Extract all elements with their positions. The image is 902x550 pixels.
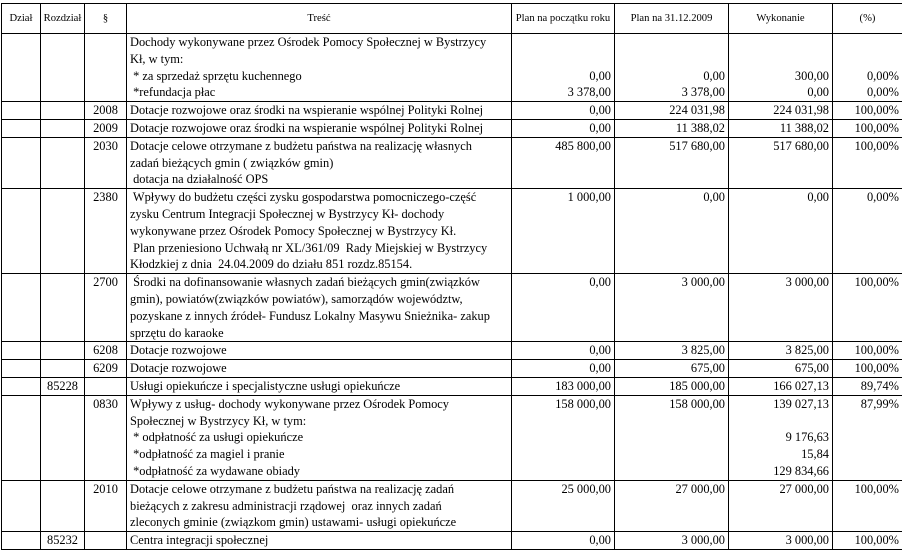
cell-wykonanie-line: 675,00 xyxy=(732,360,829,377)
cell-wykonanie-line: 3 000,00 xyxy=(732,532,829,549)
cell-tresc xyxy=(127,102,512,120)
cell-procent xyxy=(833,137,902,188)
cell-tresc-line: Plan przeniesiono Uchwałą nr XL/361/09 Rady Miejskiej w Bystrzycy xyxy=(130,240,508,257)
cell-tresc-line: Centra integracji społecznej xyxy=(130,532,508,549)
cell-tresc-line: sprzętu do karaoke xyxy=(130,325,508,342)
cell-procent-line: 100,00% xyxy=(836,342,899,359)
cell-tresc-line: Dotacje rozwojowe oraz środki na wspieranie wspólnej Polityki Rolnej xyxy=(130,120,508,137)
cell-dzial xyxy=(2,480,41,531)
cell-tresc-line: *refundacja płac xyxy=(130,84,508,101)
header-procent: (%) xyxy=(833,4,902,34)
cell-dzial xyxy=(2,102,41,120)
cell-rozdzial xyxy=(41,360,85,378)
cell-paragraf xyxy=(85,532,127,550)
cell-procent-line xyxy=(836,34,899,51)
cell-dzial xyxy=(2,137,41,188)
cell-rozdzial xyxy=(41,342,85,360)
cell-wykonanie-line: 224 031,98 xyxy=(732,102,829,119)
cell-procent xyxy=(833,395,902,480)
cell-tresc-line: wykonywane przez Ośrodek Pomocy Społecznej w Bystrzycy Kł. xyxy=(130,223,508,240)
cell-plan-end-line: 675,00 xyxy=(618,360,725,377)
cell-plan-start-line: 485 800,00 xyxy=(515,138,611,155)
cell-plan-start xyxy=(512,342,615,360)
header-row xyxy=(2,4,902,34)
cell-plan-end-line: 3 825,00 xyxy=(618,342,725,359)
cell-procent-line: 100,00% xyxy=(836,102,899,119)
cell-dzial xyxy=(2,532,41,550)
cell-procent xyxy=(833,360,902,378)
cell-wykonanie-line: 300,00 xyxy=(732,68,829,85)
cell-wykonanie-line: 129 834,66 xyxy=(732,463,829,480)
cell-plan-end-line: 3 000,00 xyxy=(618,274,725,291)
cell-tresc xyxy=(127,137,512,188)
cell-tresc-line: gmin), powiatów(związków powiatów), samorządów województw, xyxy=(130,291,508,308)
cell-rozdzial xyxy=(41,395,85,480)
cell-paragraf: 2380 xyxy=(85,189,127,274)
cell-wykonanie-line: 9 176,63 xyxy=(732,429,829,446)
cell-plan-start xyxy=(512,102,615,120)
cell-procent xyxy=(833,532,902,550)
cell-plan-start-line: 0,00 xyxy=(515,342,611,359)
cell-procent-line: 87,99% xyxy=(836,396,899,413)
cell-wykonanie xyxy=(729,342,833,360)
cell-wykonanie xyxy=(729,274,833,342)
cell-dzial xyxy=(2,395,41,480)
cell-plan-end-line xyxy=(618,51,725,68)
cell-procent-line: 100,00% xyxy=(836,274,899,291)
cell-plan-start-line: 1 000,00 xyxy=(515,189,611,206)
cell-wykonanie-line: 166 027,13 xyxy=(732,378,829,395)
cell-plan-end-line: 0,00 xyxy=(618,68,725,85)
cell-plan-end-line: 3 000,00 xyxy=(618,532,725,549)
cell-tresc-line: Społecznej w Bystrzycy Kł, w tym: xyxy=(130,413,508,430)
cell-tresc-line: Dochody wykonywane przez Ośrodek Pomocy Społecznej w Bystrzycy xyxy=(130,34,508,51)
cell-tresc-line: *odpłatność za magiel i pranie xyxy=(130,446,508,463)
cell-plan-start-line: 0,00 xyxy=(515,68,611,85)
cell-wykonanie-line: 15,84 xyxy=(732,446,829,463)
cell-paragraf: 0830 xyxy=(85,395,127,480)
cell-dzial xyxy=(2,342,41,360)
cell-plan-end xyxy=(615,189,729,274)
cell-wykonanie-line: 3 825,00 xyxy=(732,342,829,359)
cell-plan-start-line: 0,00 xyxy=(515,532,611,549)
cell-wykonanie xyxy=(729,377,833,395)
cell-wykonanie xyxy=(729,532,833,550)
cell-plan-end-line: 3 378,00 xyxy=(618,84,725,101)
cell-procent xyxy=(833,480,902,531)
cell-plan-end xyxy=(615,342,729,360)
cell-dzial xyxy=(2,119,41,137)
cell-tresc-line: Dotacje rozwojowe xyxy=(130,360,508,377)
cell-paragraf: 2009 xyxy=(85,119,127,137)
cell-tresc-line: dotacja na działalność OPS xyxy=(130,171,508,188)
cell-procent-line: 100,00% xyxy=(836,120,899,137)
table-row xyxy=(2,480,902,531)
cell-paragraf xyxy=(85,34,127,102)
cell-tresc-line: Wpływy z usług- dochody wykonywane przez Ośrodek Pomocy xyxy=(130,396,508,413)
cell-plan-start-line xyxy=(515,34,611,51)
cell-tresc xyxy=(127,34,512,102)
cell-plan-start-line: 0,00 xyxy=(515,360,611,377)
cell-paragraf: 6209 xyxy=(85,360,127,378)
cell-plan-end xyxy=(615,532,729,550)
cell-procent-line: 89,74% xyxy=(836,378,899,395)
cell-procent-line: 100,00% xyxy=(836,138,899,155)
cell-plan-end-line: 517 680,00 xyxy=(618,138,725,155)
table-body xyxy=(2,34,902,550)
cell-plan-end xyxy=(615,480,729,531)
cell-plan-start xyxy=(512,119,615,137)
cell-plan-end-line: 11 388,02 xyxy=(618,120,725,137)
cell-procent xyxy=(833,119,902,137)
cell-plan-start-line: 0,00 xyxy=(515,102,611,119)
cell-tresc xyxy=(127,189,512,274)
cell-tresc-line: zleconych gminie (związkom gmin) ustawami- usługi opiekuńcze xyxy=(130,514,508,531)
cell-plan-start-line: 25 000,00 xyxy=(515,481,611,498)
cell-wykonanie-line: 27 000,00 xyxy=(732,481,829,498)
cell-plan-end xyxy=(615,395,729,480)
cell-wykonanie xyxy=(729,119,833,137)
cell-wykonanie-line xyxy=(732,34,829,51)
cell-paragraf: 2030 xyxy=(85,137,127,188)
cell-paragraf: 6208 xyxy=(85,342,127,360)
cell-tresc-line: * za sprzedaż sprzętu kuchennego xyxy=(130,68,508,85)
cell-rozdzial xyxy=(41,137,85,188)
cell-tresc-line: Usługi opiekuńcze i specjalistyczne usługi opiekuńcze xyxy=(130,378,508,395)
cell-procent-line: 0,00% xyxy=(836,68,899,85)
cell-tresc xyxy=(127,360,512,378)
cell-tresc-line: zysku Centrum Integracji Społecznej w Bystrzycy Kł- dochody xyxy=(130,206,508,223)
cell-plan-start xyxy=(512,360,615,378)
cell-tresc xyxy=(127,395,512,480)
cell-tresc-line: Dotacje celowe otrzymane z budżetu państwa na realizację zadań xyxy=(130,481,508,498)
cell-plan-start xyxy=(512,137,615,188)
cell-plan-start xyxy=(512,480,615,531)
cell-plan-end xyxy=(615,137,729,188)
budget-table xyxy=(1,3,902,550)
cell-procent xyxy=(833,34,902,102)
cell-plan-end-line: 0,00 xyxy=(618,189,725,206)
table-row xyxy=(2,119,902,137)
table-row xyxy=(2,137,902,188)
cell-wykonanie xyxy=(729,137,833,188)
cell-procent-line: 0,00% xyxy=(836,189,899,206)
cell-dzial xyxy=(2,34,41,102)
table-row xyxy=(2,377,902,395)
cell-rozdzial xyxy=(41,480,85,531)
cell-plan-start xyxy=(512,532,615,550)
cell-tresc-line: Dotacje celowe otrzymane z budżetu państwa na realizację własnych xyxy=(130,138,508,155)
cell-wykonanie-line: 11 388,02 xyxy=(732,120,829,137)
header-dzial: Dział xyxy=(2,4,41,34)
table-row xyxy=(2,532,902,550)
cell-plan-start-line: 0,00 xyxy=(515,120,611,137)
cell-plan-end-line xyxy=(618,34,725,51)
cell-paragraf: 2010 xyxy=(85,480,127,531)
cell-plan-start-line: 0,00 xyxy=(515,274,611,291)
cell-procent-line xyxy=(836,51,899,68)
cell-tresc-line: Kł, w tym: xyxy=(130,51,508,68)
cell-tresc-line: * odpłatność za usługi opiekuńcze xyxy=(130,429,508,446)
table-row xyxy=(2,360,902,378)
cell-plan-end xyxy=(615,102,729,120)
cell-tresc xyxy=(127,377,512,395)
cell-tresc-line: *odpłatność za wydawane obiady xyxy=(130,463,508,480)
cell-procent xyxy=(833,377,902,395)
cell-tresc-line: Wpływy do budżetu części zysku gospodarstwa pomocniczego-część xyxy=(130,189,508,206)
cell-procent-line: 100,00% xyxy=(836,481,899,498)
cell-tresc-line: pozyskane z innych źródeł- Fundusz Lokalny Masywu Snieżnika- zakup xyxy=(130,308,508,325)
table-row xyxy=(2,395,902,480)
table-row xyxy=(2,102,902,120)
table-row xyxy=(2,189,902,274)
cell-paragraf: 2008 xyxy=(85,102,127,120)
cell-plan-start-line: 3 378,00 xyxy=(515,84,611,101)
cell-plan-start xyxy=(512,189,615,274)
cell-rozdzial xyxy=(41,119,85,137)
cell-paragraf xyxy=(85,377,127,395)
cell-wykonanie-line: 517 680,00 xyxy=(732,138,829,155)
cell-plan-start-line: 158 000,00 xyxy=(515,396,611,413)
cell-dzial xyxy=(2,189,41,274)
cell-wykonanie xyxy=(729,360,833,378)
cell-dzial xyxy=(2,274,41,342)
cell-wykonanie-line: 0,00 xyxy=(732,189,829,206)
header-rozdzial: Rozdział xyxy=(41,4,85,34)
cell-tresc-line: Dotacje rozwojowe oraz środki na wspieranie wspólnej Polityki Rolnej xyxy=(130,102,508,119)
header-plan-start: Plan na początku roku xyxy=(512,4,615,34)
cell-rozdzial xyxy=(41,102,85,120)
cell-rozdzial xyxy=(41,189,85,274)
cell-rozdzial: 85228 xyxy=(41,377,85,395)
cell-tresc-line: Dotacje rozwojowe xyxy=(130,342,508,359)
cell-plan-end xyxy=(615,34,729,102)
cell-plan-start xyxy=(512,377,615,395)
cell-dzial xyxy=(2,377,41,395)
table-row xyxy=(2,34,902,102)
cell-wykonanie xyxy=(729,102,833,120)
cell-dzial xyxy=(2,360,41,378)
cell-procent-line: 100,00% xyxy=(836,360,899,377)
cell-tresc xyxy=(127,119,512,137)
table-row xyxy=(2,274,902,342)
cell-tresc xyxy=(127,342,512,360)
cell-plan-end xyxy=(615,274,729,342)
cell-procent xyxy=(833,342,902,360)
cell-procent-line: 0,00% xyxy=(836,84,899,101)
cell-wykonanie-line xyxy=(732,413,829,430)
cell-wykonanie-line: 3 000,00 xyxy=(732,274,829,291)
cell-tresc xyxy=(127,274,512,342)
cell-plan-start-line: 183 000,00 xyxy=(515,378,611,395)
cell-tresc-line: bieżących z zakresu administracji rządowej oraz innych zadań xyxy=(130,498,508,515)
cell-wykonanie xyxy=(729,189,833,274)
cell-plan-end xyxy=(615,377,729,395)
cell-rozdzial: 85232 xyxy=(41,532,85,550)
cell-paragraf: 2700 xyxy=(85,274,127,342)
cell-tresc-line: zadań bieżących gmin ( związków gmin) xyxy=(130,155,508,172)
cell-tresc xyxy=(127,532,512,550)
cell-tresc-line: Kłodzkiej z dnia 24.04.2009 do działu 851 rozdz.85154. xyxy=(130,256,508,273)
cell-procent xyxy=(833,189,902,274)
cell-plan-end-line: 224 031,98 xyxy=(618,102,725,119)
cell-procent xyxy=(833,274,902,342)
cell-plan-start xyxy=(512,274,615,342)
cell-plan-start xyxy=(512,34,615,102)
header-plan-end: Plan na 31.12.2009 xyxy=(615,4,729,34)
cell-procent-line: 100,00% xyxy=(836,532,899,549)
cell-rozdzial xyxy=(41,34,85,102)
cell-wykonanie-line xyxy=(732,51,829,68)
cell-tresc xyxy=(127,480,512,531)
cell-wykonanie xyxy=(729,395,833,480)
cell-plan-end xyxy=(615,360,729,378)
cell-procent xyxy=(833,102,902,120)
header-wykonanie: Wykonanie xyxy=(729,4,833,34)
cell-wykonanie xyxy=(729,480,833,531)
header-paragraf: § xyxy=(85,4,127,34)
cell-plan-start xyxy=(512,395,615,480)
cell-wykonanie xyxy=(729,34,833,102)
cell-plan-end xyxy=(615,119,729,137)
cell-tresc-line: Środki na dofinansowanie własnych zadań bieżących gmin(związków xyxy=(130,274,508,291)
cell-plan-start-line xyxy=(515,51,611,68)
cell-plan-end-line: 27 000,00 xyxy=(618,481,725,498)
header-tresc: Treść xyxy=(127,4,512,34)
cell-plan-end-line: 185 000,00 xyxy=(618,378,725,395)
cell-plan-end-line: 158 000,00 xyxy=(618,396,725,413)
cell-wykonanie-line: 139 027,13 xyxy=(732,396,829,413)
cell-wykonanie-line: 0,00 xyxy=(732,84,829,101)
table-row xyxy=(2,342,902,360)
cell-rozdzial xyxy=(41,274,85,342)
